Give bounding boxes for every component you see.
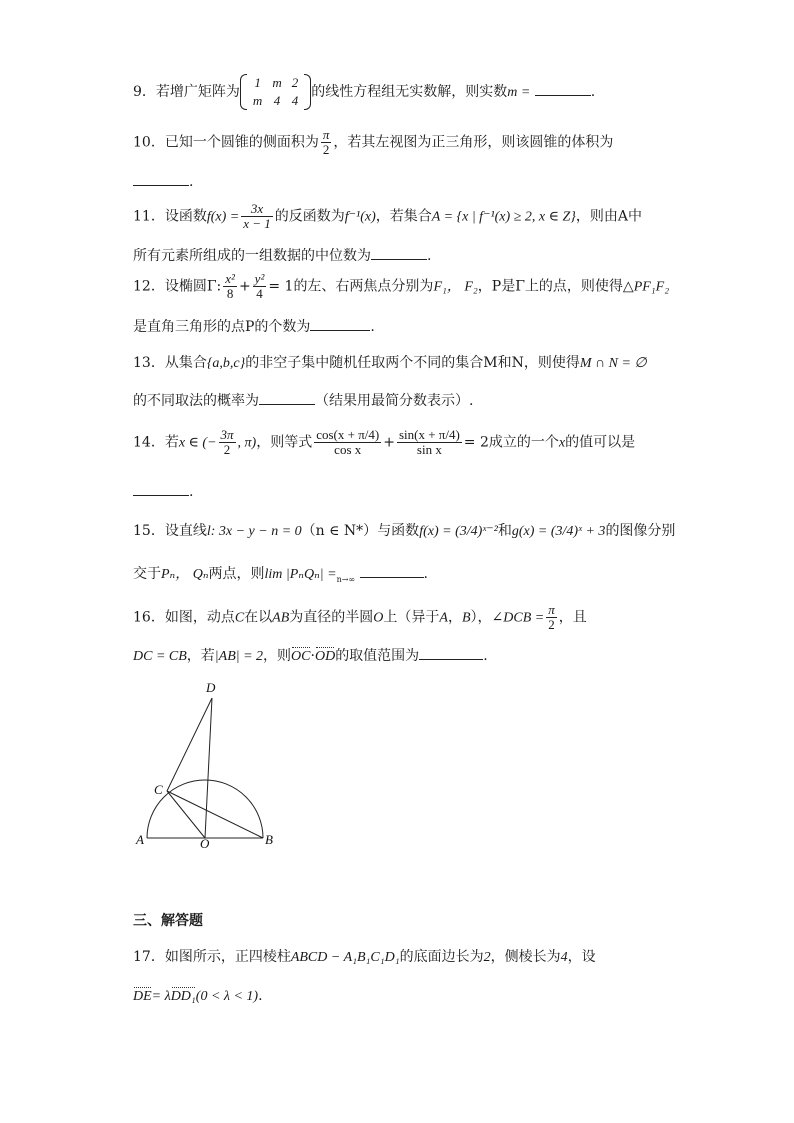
point-label-d: D [206,680,216,695]
segment-cd [167,698,212,791]
answer-blank-10[interactable] [133,173,189,186]
answer-blank-9[interactable] [535,83,591,96]
question-10: 10．已知一个圆锥的侧面积为 $\frac{\pi}{2}$ ，若其左视图为正三角形，则该圆锥的体积为 [133,127,614,157]
question-11: 11．设函数f(x) = $\frac{3x}{x - 1}$ 的反函数为f⁻¹(x)，若集合A = {x | f⁻¹(x) ≥ 2, x ∈ Z}，则由A中 [133,201,642,231]
question-16: 16．如图，动点C在以AB为直径的半圆O上（异于A，B），∠DCB = $\frac{\pi}{2}$ ，且 [133,602,587,632]
question-11-line2: 所有元素所组成的一组数据的中位数为 . [133,248,432,264]
segment-cb [167,791,263,838]
question-10-line2: . [133,173,193,190]
segment-od [205,698,212,838]
section-heading: 三、解答题 [133,913,203,929]
question-17: 17．如图所示，正四棱柱ABCD − A₁B₁C₁D₁的底面边长为2，侧棱长为4，设 [133,949,596,965]
point-label-b: B [265,832,273,847]
question-14: 14．若x ∈ (− $\frac{3\pi}{2}$ , π)，则等式 $\frac{\cos(x + \pi/4)}{\text{cos x}}$ + $\frac{\sin(x + \pi/4)}{\text{sin x}}$ = 2成立的一个x的值可以是 [133,427,636,457]
question-15: 15．设直线l: 3x − y − n = 0（n ∈ N*）与函数f(x) = (3/4)ˣ⁻²和g(x) = (3/4)ˣ + 3的图像分别 [133,523,676,539]
question-12-line2: 是直角三角形的点P的个数为 . [133,319,375,335]
augmented-matrix: 1 m 2 m 4 4 [240,74,311,110]
answer-blank-12[interactable] [310,318,370,331]
question-13-line2: 的不同取法的概率为 （结果用最简分数表示）. [133,393,474,409]
answer-blank-11[interactable] [371,247,427,260]
segment-co [167,791,205,838]
answer-blank-15[interactable] [360,565,424,578]
question-17-line2: DE= λDD₁(0 < λ < 1). [133,988,263,1004]
point-label-a: A [136,832,144,847]
semicircle-geometry-figure [130,678,290,853]
question-13: 13．从集合{a,b,c}的非空子集中随机任取两个不同的集合M和N，则使得M ∩ N = ∅ [133,355,647,371]
answer-blank-14[interactable] [133,483,189,496]
answer-blank-13[interactable] [259,392,315,405]
point-label-o: O [200,836,210,851]
answer-blank-16[interactable] [419,647,483,660]
point-label-c: C [154,782,163,797]
question-16-line2: DC = CB，若|AB| = 2，则OC·OD的取值范围为 . [133,648,488,664]
question-12: 12．设椭圆Γ: $\frac{\text{x²}}{8}$ + $\frac{\text{y²}}{4}$ = 1的左、右两焦点分别为F₁， F₂，P是Γ上的点，则使得△PF₁F₂ [133,271,670,301]
question-15-line2: 交于Pₙ， Qₙ两点，则$\lim |P_nQ_n| =_{n\to\infty}$ . [133,566,428,584]
question-9: 9．若增广矩阵为 1 m 2 m 4 4 的线性方程组无实数解，则实数m = . [133,75,596,108]
question-14-line2: . [133,483,193,500]
